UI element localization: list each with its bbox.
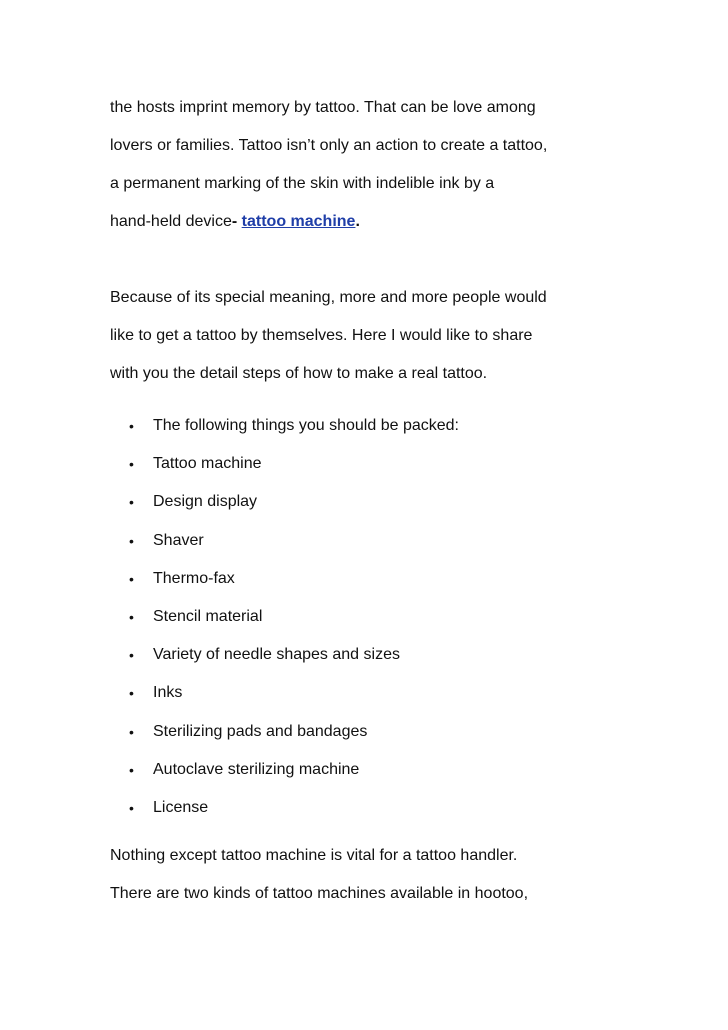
list-item bbox=[110, 560, 616, 598]
paragraph-line: a permanent marking of the skin with indelible ink by a bbox=[110, 175, 495, 192]
paragraph-line: lovers or families. Tattoo isn’t only an action to create a tattoo, bbox=[110, 137, 548, 154]
list-item bbox=[110, 751, 616, 789]
paragraph-last-line: with you the detail steps of how to make a real tattoo. bbox=[110, 365, 488, 382]
list-item bbox=[110, 789, 616, 827]
bullet-icon: • bbox=[129, 723, 134, 740]
paragraph-line: like to get a tattoo by themselves. Here I would like to share bbox=[110, 327, 533, 344]
bullet-icon: • bbox=[129, 418, 134, 434]
paragraph-4: There are two kinds of tattoo machines available in hootoo, bbox=[110, 885, 529, 903]
bullet-icon: • bbox=[129, 685, 134, 702]
list-item-text: Variety of needle shapes and sizes bbox=[153, 646, 400, 664]
list-item-text: Inks bbox=[153, 684, 183, 702]
bullet-icon: • bbox=[129, 494, 134, 511]
document-body bbox=[110, 89, 616, 913]
list-item bbox=[110, 713, 616, 751]
list-item bbox=[110, 674, 616, 712]
bullet-icon: • bbox=[129, 761, 134, 778]
list-item-text: Sterilizing pads and bandages bbox=[153, 722, 368, 740]
bullet-icon: • bbox=[129, 799, 134, 816]
bullet-icon: • bbox=[129, 608, 134, 625]
bullet-icon: • bbox=[129, 647, 134, 664]
paragraph-3: Nothing except tattoo machine is vital for a tattoo handler. bbox=[110, 847, 518, 865]
paragraph-line: the hosts imprint memory by tattoo. That can be love among bbox=[110, 99, 536, 116]
period-text: . bbox=[355, 213, 360, 230]
paragraph-text: hand-held device bbox=[110, 213, 232, 230]
list-item bbox=[110, 483, 616, 521]
bullet-icon: • bbox=[129, 456, 134, 473]
list-item bbox=[110, 445, 616, 483]
list-item-text: License bbox=[153, 798, 209, 816]
paragraph-last-line bbox=[110, 203, 616, 241]
list-item-text: Autoclave sterilizing machine bbox=[153, 760, 360, 778]
tattoo-machine-link[interactable]: tattoo machine bbox=[241, 213, 356, 230]
bullet-icon: • bbox=[129, 570, 134, 587]
list-item bbox=[110, 407, 616, 445]
list-item bbox=[110, 522, 616, 560]
list-item-text: Thermo-fax bbox=[153, 569, 235, 587]
list-item-text: Shaver bbox=[153, 531, 204, 549]
supplies-list bbox=[110, 407, 616, 827]
list-item-text: Stencil material bbox=[153, 607, 263, 625]
list-item-text: Design display bbox=[153, 493, 258, 511]
dash-text: - bbox=[231, 213, 238, 230]
paragraph-line: Because of its special meaning, more and more people would bbox=[110, 289, 547, 306]
list-item bbox=[110, 636, 616, 674]
list-item-text: Tattoo machine bbox=[153, 455, 262, 473]
bullet-icon: • bbox=[129, 532, 134, 549]
list-item bbox=[110, 598, 616, 636]
paragraph-2 bbox=[110, 279, 616, 393]
paragraph-1 bbox=[110, 89, 616, 241]
list-item-text: The following things you should be packed: bbox=[153, 417, 459, 434]
